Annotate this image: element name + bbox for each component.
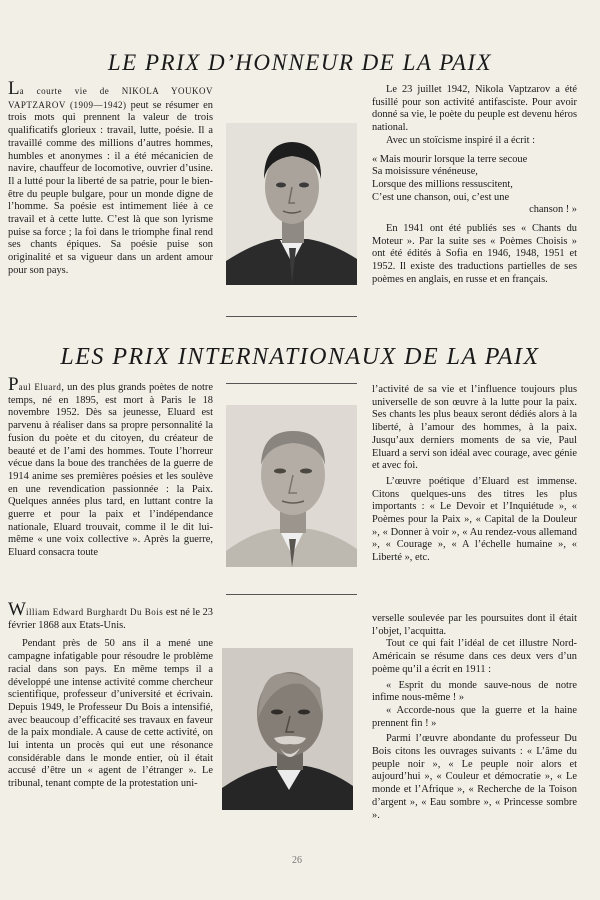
dubois-quote: « Accorde-nous que la guerre et la haine prennent fin ! » — [372, 704, 577, 729]
eluard-right-column — [372, 384, 577, 565]
poem-line: « Mais mourir lorsque la terre secoue — [372, 153, 528, 165]
section-title-vaptzarov: LE PRIX D’HONNEUR DE LA PAIX — [107, 50, 493, 75]
drop-cap: P — [8, 374, 19, 395]
dubois-campaign-paragraph: Pendant près de 50 ans il a mené une campagne infatigable pour résoudre le problème racial dans son pays. En même temps il a développé une intense activité comme chercheur scientifique, professeur d’université et écrivain. Depuis 1949, le Professeur Du Bois a intensifié, avec beaucoup d’efficacité ses travaux en faveur de la paix mondiale. A cause de cette activité, on lui intenta un procès qui eut une résonance considérable dans le monde entier, où il était accusé d’être un « agent de l’étranger ». Le tribunal, tenant compte de la protestation uni- — [8, 638, 213, 790]
execution-paragraph: Le 23 juillet 1942, Nikola Vaptzarov a été fusillé pour son activité antifasciste. Pour avoir donné sa vie, le poète du peuple est devenu héros national. — [372, 84, 577, 134]
divider-rule — [226, 383, 357, 384]
eluard-activity-paragraph: l’activité de sa vie et l’influence toujours plus universelle de son œuvre à la lutte pour la paix. Ses chants les plus beaux seront dédiés alors à la liberté, à l’amour des hommes, à la paix. Jusqu’aux derniers moments de sa vie, Paul Eluard a servi son idéal avec courage, avec génie et avec foi. — [372, 384, 577, 472]
poem-line: chanson ! » — [529, 204, 577, 216]
divider-rule — [226, 316, 357, 317]
lead-in: illiam Edward Burghardt Du Bois — [25, 607, 164, 617]
vaptzarov-poem — [372, 154, 577, 218]
body-text: peut se résumer en trois mots qui prennent la valeur de trois qualificatifs glorieux : travail, lutte, poésie. Il a travaillé comme des millions d’autres hommes, humbles et anonymes : il a été mécanicien de navire, chauffeur de locomotive, ouvrier d’usine. Il a lutté pour la liberté de sa patrie, pour le bien-être du peuple bulgare, pour un monde digne de l’homme. Sa poésie est intimement liée à ce travail et à cette lutte. C’est là que son lyrisme puise sa force ; la foi dans le triomphe final rend ses chants épiques. Sa poésie puise son originalité et sa vigueur dans un ardent amour pour son pays. — [8, 99, 213, 276]
poem-line: Sa moisissure vénéneuse, — [372, 166, 478, 178]
drop-cap: L — [8, 78, 20, 99]
publications-paragraph: En 1941 ont été publiés ses « Chants du Moteur ». Par la suite ses « Poèmes Choisis » ont été édités à Sofia en 1946, 1948, 1951 et 1952. Il existe des traductions partielles de ses poèmes en anglais, en russe et en français. — [372, 223, 577, 285]
poem-intro: Avec un stoïcisme inspiré il a écrit : — [386, 134, 535, 146]
vaptzarov-bio-paragraph — [8, 78, 213, 278]
divider-rule — [226, 594, 357, 595]
dubois-acquittal-paragraph: verselle soulevée par les poursuites dont il était l’objet, l’acquitta. — [372, 613, 577, 637]
vaptzarov-left-column — [8, 78, 213, 278]
dubois-birth-paragraph — [8, 599, 213, 632]
eluard-works-paragraph: L’œuvre poétique d’Eluard est immense. Citons quelques-uns des titres les plus importants : « Le Devoir et l’Inquiétude », « Poèmes pour la Paix », « Capital de la Douleur », « Donner à voir », « Au rendez-vous allemand », « Courage », « A l’échelle humaine », « Liberté », etc. — [372, 475, 577, 564]
poem-line: C’est une chanson, oui, c’est une — [372, 191, 510, 203]
body-text: est né le 23 février 1868 aux Etats-Unis. — [8, 607, 213, 631]
dubois-works-paragraph: Parmi l’œuvre abondante du professeur Du Bois citons les ouvrages suivants : « L’âme du peuple noir », « Le peuple noir alors et aujourd’hui », « Couleur et démocratie », « Le monde et l’Afrique », « Recherche de la Toison d’argent », « Eau sombre », « Princesse sombre ». — [372, 733, 577, 821]
body-text: , un des plus grands poètes de notre temps, né en 1895, est mort à Paris le 18 novembre 1952. Dès sa jeunesse, Eluard est parvenu à réaliser dans sa propre personnalité la fusion du poète et du citoyen, du créateur de beauté et de l’ami des hommes. Toute l’horreur vécue dans la boue des tranchées de la guerre de 1914 anime ses premières poésies et les soulève en une revendication passionnée : la Paix. Quelques années plus tard, en luttant contre la guerre et pour la paix et l’indépendance nationale, Eluard trouvait, comme il le dit lui-même « une voix collective ». Après la guerre, Eluard consacra toute — [8, 382, 213, 559]
dubois-left-column — [8, 599, 213, 791]
vaptzarov-right-column — [372, 84, 577, 287]
lead-in: a courte vie de NIKOLA YOUKOV VAPTZAROV (1909—1942) — [8, 86, 213, 110]
section-title-international: LES PRIX INTERNATIONAUX DE LA PAIX — [60, 344, 540, 370]
vaptzarov-portrait-photo — [226, 123, 357, 285]
dubois-portrait-photo — [222, 648, 353, 810]
eluard-left-column — [8, 374, 213, 560]
lead-in: aul Eluard — [18, 382, 62, 392]
eluard-bio-paragraph — [8, 374, 213, 560]
page-number: 26 — [292, 855, 302, 866]
drop-cap: W — [8, 599, 26, 620]
poem-line: Lorsque des millions ressuscitent, — [372, 178, 513, 190]
eluard-portrait-photo — [226, 405, 357, 567]
dubois-quote: « Esprit du monde sauve-nous de notre infime nous-même ! » — [372, 679, 577, 704]
dubois-ideal-paragraph: Tout ce qui fait l’idéal de cet illustre Nord-Américain se résume dans ces deux vers d’un poème qu’il a écrit en 1911 : — [372, 638, 577, 675]
dubois-right-column — [372, 613, 577, 822]
